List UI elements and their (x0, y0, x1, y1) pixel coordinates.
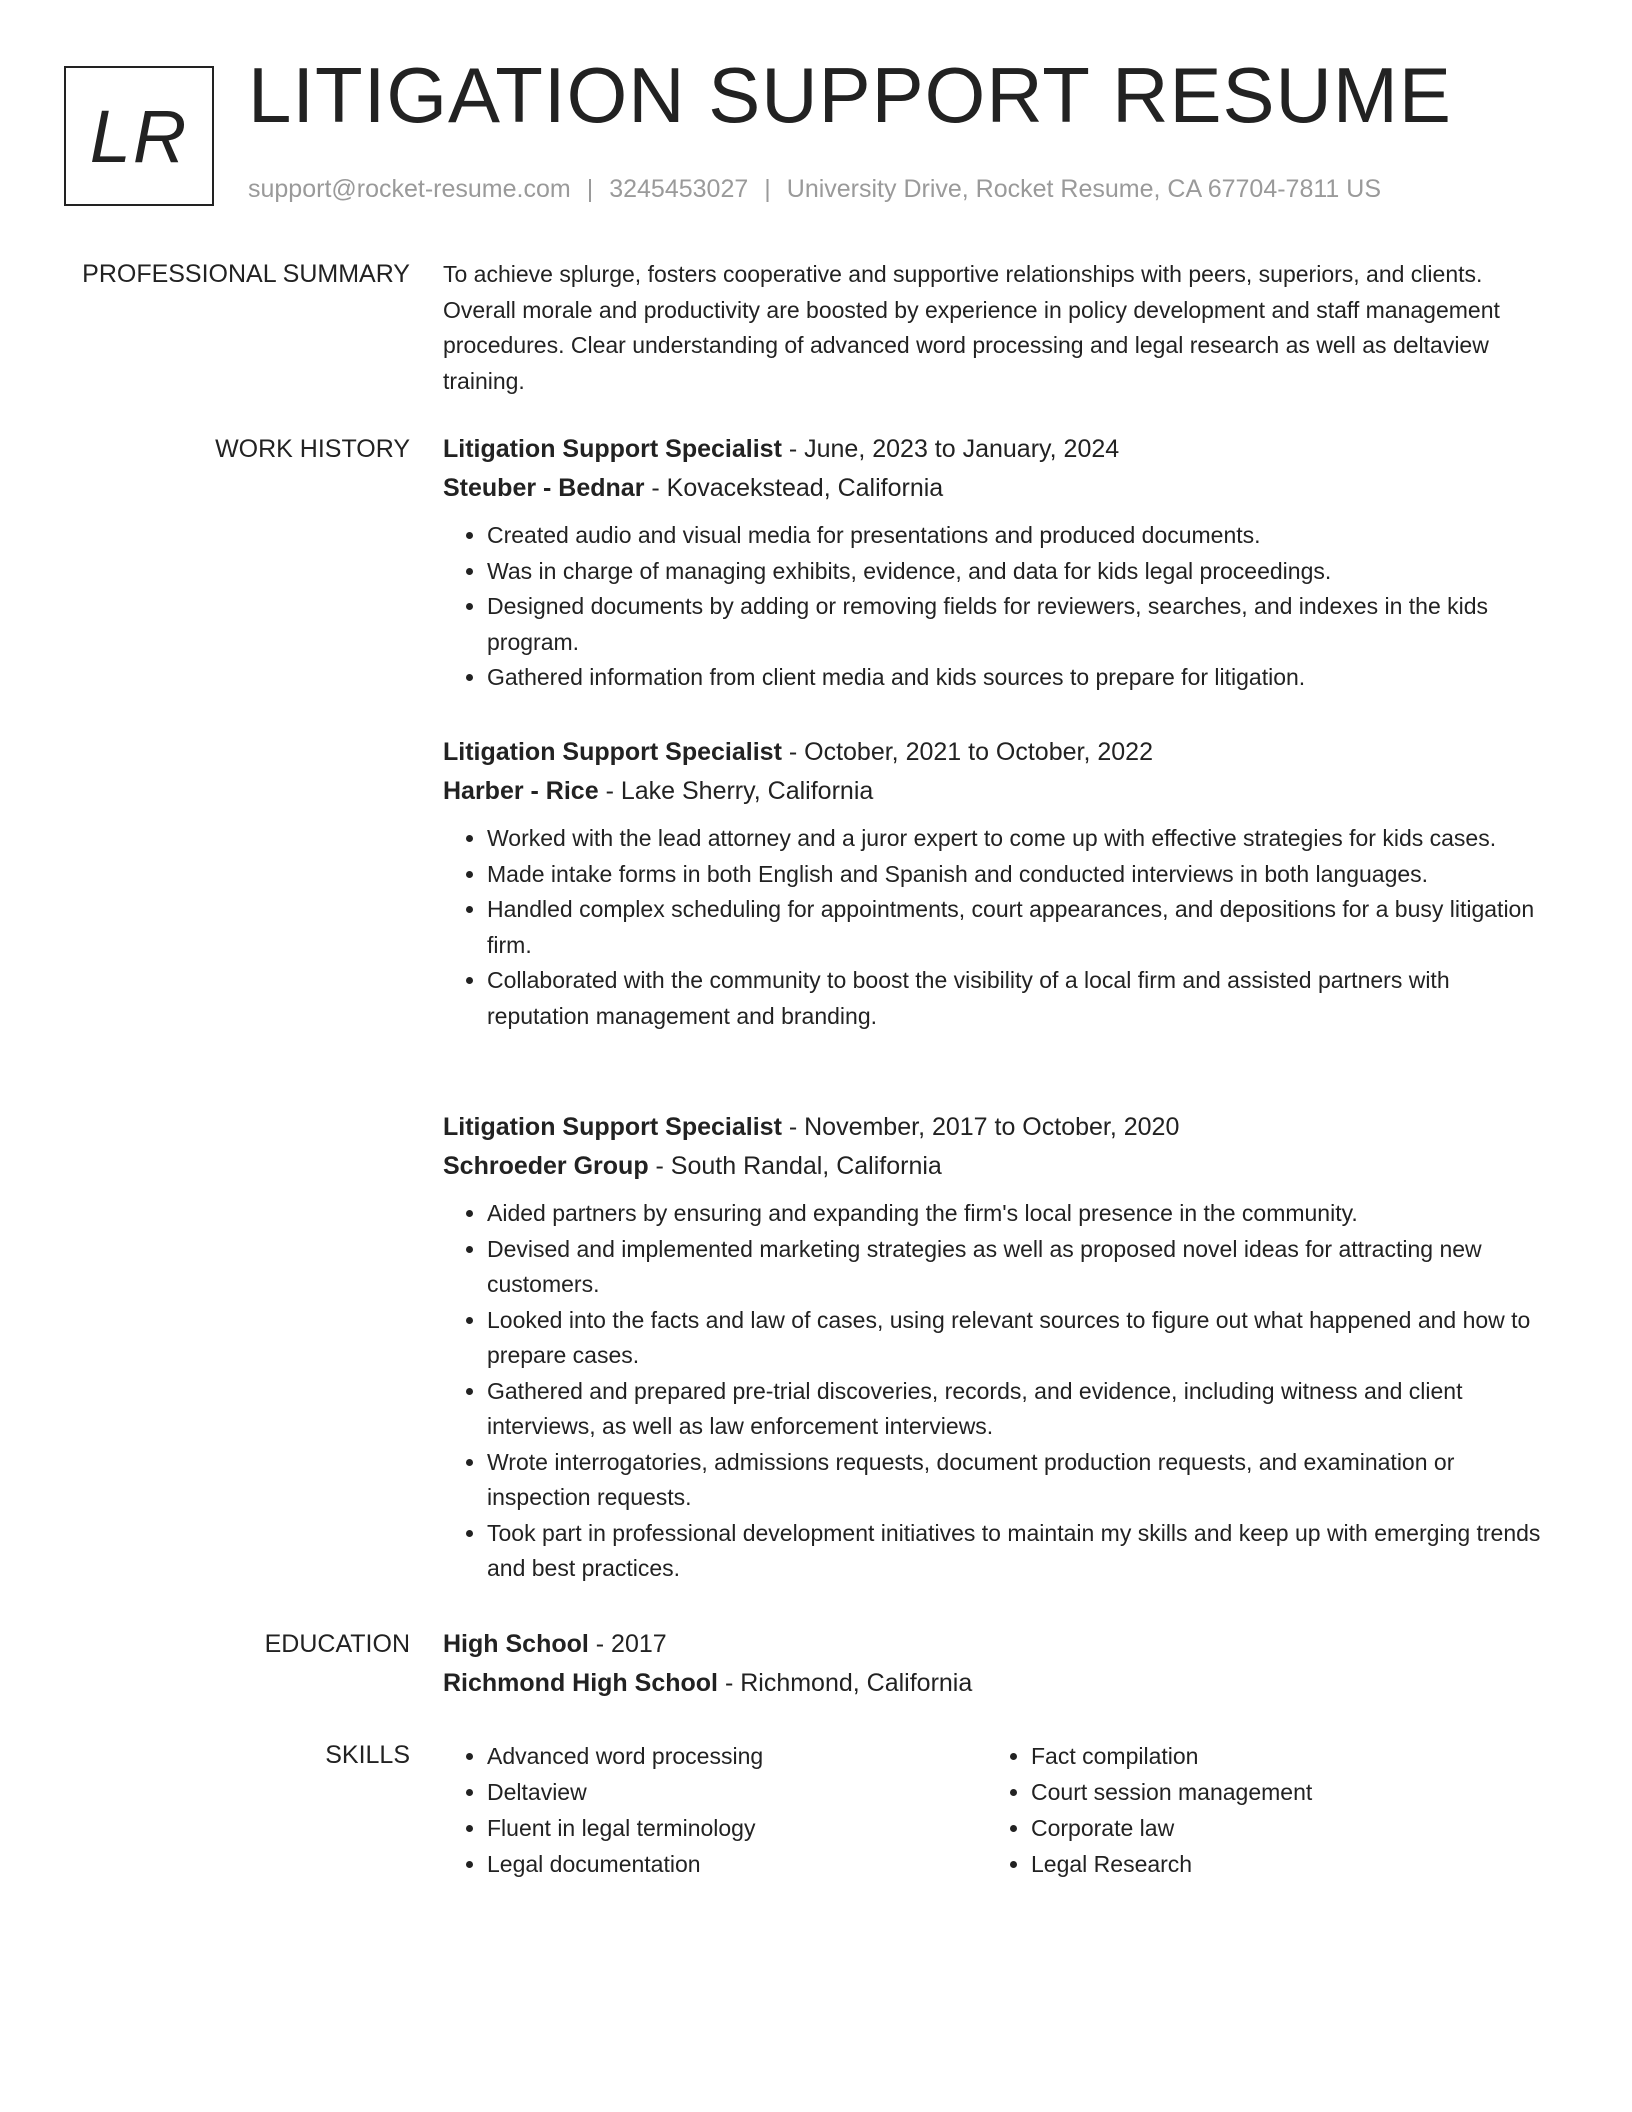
contact-line (248, 174, 1381, 204)
summary-text: To achieve splurge, fosters cooperative and supportive relationships with peers, superiors, and clients. Overall morale and productivity are boosted by experience in policy development and staff management procedures. Clear understanding of advanced word processing and legal research as well as deltaview training. (443, 261, 1500, 394)
job-bullet: • Handled complex scheduling for appointments, court appearances, and depositions for a busy litigation firm. (487, 892, 1553, 963)
monogram-logo: LR (64, 66, 214, 206)
job-bullet: • Designed documents by adding or removing fields for reviewers, searches, and indexes in the kids program. (487, 589, 1553, 660)
education-school: Richmond High School (443, 1669, 718, 1697)
resume-title: LITIGATION SUPPORT RESUME (248, 51, 1452, 139)
job-bullet: • Aided partners by ensuring and expanding the firm's local presence in the community. (487, 1196, 1553, 1232)
job-company-line (443, 469, 1553, 508)
job-company-line (443, 1147, 1553, 1186)
job-entry (443, 1108, 1553, 1587)
skill-item: • Corporate law (1031, 1810, 1507, 1846)
job-dates: - June, 2023 to January, 2024 (781, 435, 1120, 463)
job-bullets (443, 1196, 1553, 1587)
skill-item: • Court session management (1031, 1774, 1507, 1810)
skill-item: • Deltaview (487, 1774, 963, 1810)
job-dates: - October, 2021 to October, 2022 (781, 738, 1153, 766)
skill-item: • Advanced word processing (487, 1738, 963, 1774)
job-dates: - November, 2017 to October, 2020 (781, 1113, 1180, 1141)
job-bullets (443, 518, 1553, 696)
job-title: Litigation Support Specialist (443, 738, 782, 766)
job-bullet: • Took part in professional development initiatives to maintain my skills and keep up with emerging trends and best practices. (487, 1516, 1553, 1587)
job-company-line (443, 772, 1553, 811)
skills-column-left (443, 1738, 963, 1882)
job-title: Litigation Support Specialist (443, 1113, 782, 1141)
job-bullet: • Worked with the lead attorney and a juror expert to come up with effective strategies for kids cases. (487, 821, 1553, 857)
job-bullet: • Devised and implemented marketing strategies as well as proposed novel ideas for attracting new customers. (487, 1232, 1553, 1303)
section-label-education: EDUCATION (264, 1630, 410, 1658)
skills-body (443, 1738, 1553, 1898)
job-title: Litigation Support Specialist (443, 435, 782, 463)
job-bullet: • Gathered information from client media and kids sources to prepare for litigation. (487, 660, 1553, 696)
section-label-skills: SKILLS (325, 1741, 410, 1769)
job-bullet: • Gathered and prepared pre-trial discoveries, records, and evidence, including witness and client interviews, as well as law enforcement interviews. (487, 1374, 1553, 1445)
job-title-line (443, 733, 1553, 772)
contact-email[interactable]: support@rocket-resume.com (248, 175, 571, 203)
skills-list (443, 1738, 963, 1882)
contact-phone[interactable]: 3245453027 (609, 175, 749, 203)
education-degree-line (443, 1625, 1553, 1664)
skill-item: • Fact compilation (1031, 1738, 1507, 1774)
job-location: - Kovacekstead, California (644, 474, 944, 502)
job-bullet: • Was in charge of managing exhibits, evidence, and data for kids legal proceedings. (487, 554, 1553, 590)
job-company: Steuber - Bednar (443, 474, 645, 502)
skills-list (987, 1738, 1507, 1882)
job-location: - Lake Sherry, California (598, 777, 874, 805)
job-title-line (443, 430, 1553, 469)
job-bullet: • Wrote interrogatories, admissions requests, document production requests, and examination or inspection requests. (487, 1445, 1553, 1516)
section-label-work-history: WORK HISTORY (215, 435, 410, 463)
job-location: - South Randal, California (648, 1152, 942, 1180)
education-entry (443, 1625, 1553, 1703)
job-bullets (443, 821, 1553, 1034)
job-bullet: • Made intake forms in both English and Spanish and conducted interviews in both languages. (487, 857, 1553, 893)
job-entry (443, 430, 1553, 696)
job-title-line (443, 1108, 1553, 1147)
job-company: Schroeder Group (443, 1152, 649, 1180)
skills-column-right (987, 1738, 1507, 1882)
education-location: - Richmond, California (718, 1669, 973, 1697)
education-school-line (443, 1664, 1553, 1703)
contact-address: University Drive, Rocket Resume, CA 67704-7811 US (786, 175, 1381, 203)
job-bullet: • Created audio and visual media for presentations and produced documents. (487, 518, 1553, 554)
job-company: Harber - Rice (443, 777, 599, 805)
contact-separator: | (764, 175, 771, 203)
skill-item: • Legal documentation (487, 1846, 963, 1882)
contact-separator: | (586, 175, 594, 203)
skill-item: • Legal Research (1031, 1846, 1507, 1882)
education-degree: High School (443, 1630, 589, 1658)
summary-body (443, 257, 1553, 399)
education-year: - 2017 (588, 1630, 667, 1658)
job-bullet: • Collaborated with the community to boost the visibility of a local firm and assisted partners with reputation management and branding. (487, 963, 1553, 1034)
job-bullet: • Looked into the facts and law of cases, using relevant sources to figure out what happened and how to prepare cases. (487, 1303, 1553, 1374)
job-entry (443, 733, 1553, 1034)
skill-item: • Fluent in legal terminology (487, 1810, 963, 1846)
section-label-summary: PROFESSIONAL SUMMARY (82, 260, 410, 288)
